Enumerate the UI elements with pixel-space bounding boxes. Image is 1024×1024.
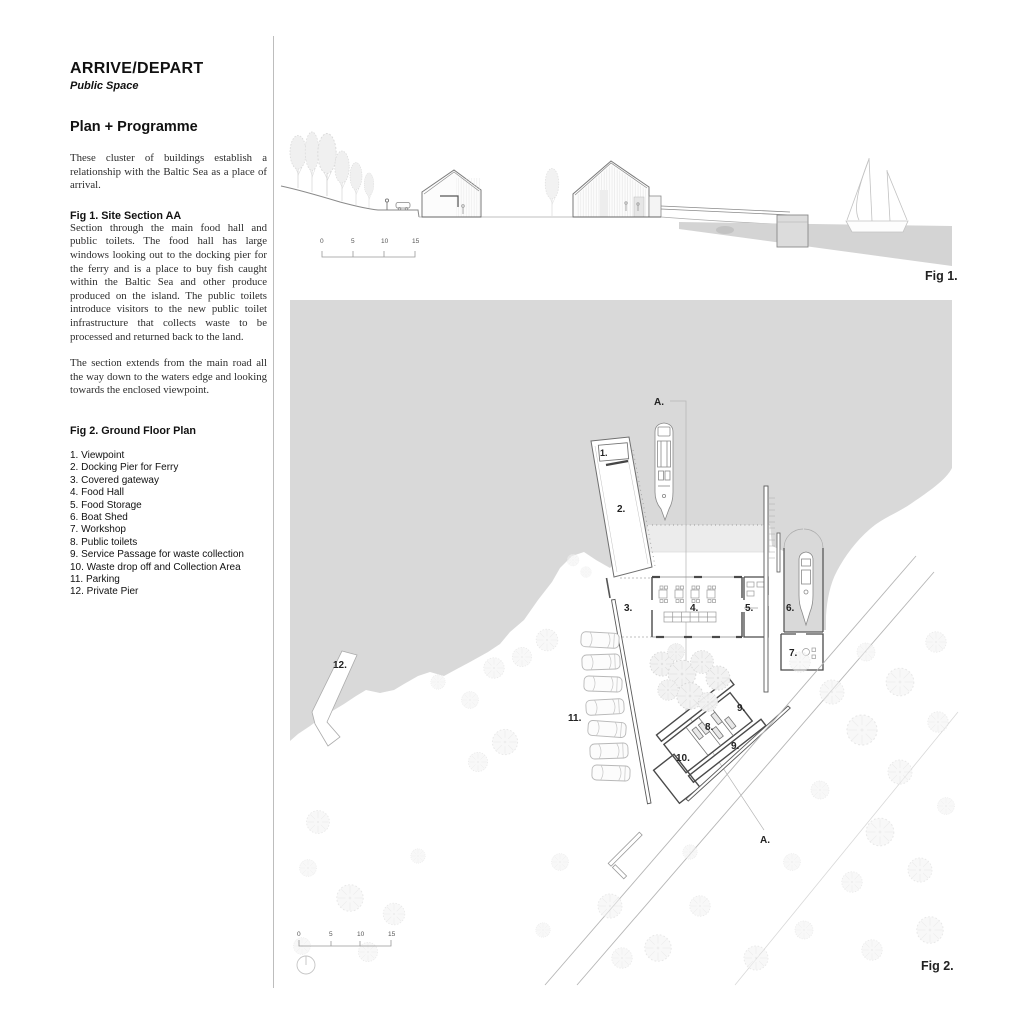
fig2-plan-drawing — [285, 295, 965, 990]
section-food-hall — [422, 170, 481, 217]
legend-item: 11. Parking — [70, 573, 120, 585]
section-tree-cluster — [290, 132, 374, 208]
legend-item: 7. Workshop — [70, 524, 126, 536]
page-title: ARRIVE/DEPART — [70, 60, 204, 77]
text-column — [70, 60, 267, 599]
fig2-caption-heading: Fig 2. Ground Floor Plan — [70, 424, 196, 437]
fig1-paragraph-2: The section extends from the main road all the way down to the waters edge and looking towards the enclosed viewpoint. — [70, 357, 267, 397]
section-viewpoint-box — [777, 215, 808, 247]
section-pier-deck — [661, 206, 790, 215]
label-3: 3. — [624, 603, 633, 614]
ground-profile — [281, 186, 419, 217]
legend-item: 12. Private Pier — [70, 586, 139, 598]
car-side-view — [396, 203, 410, 211]
fig1-scale-bar — [320, 238, 420, 257]
legend-item: 1. Viewpoint — [70, 449, 125, 461]
fig2-label: Fig 2. — [921, 959, 954, 973]
label-4: 4. — [690, 603, 699, 614]
legend-item: 6. Boat Shed — [70, 511, 128, 523]
legend-item: 2. Docking Pier for Ferry — [70, 462, 179, 474]
legend-item: 3. Covered gateway — [70, 474, 159, 486]
intro-paragraph: These cluster of buildings establish a relationship with the Baltic Sea as a place of arrival. — [70, 152, 267, 192]
label-10: 10. — [676, 753, 690, 764]
legend-item: 10. Waste drop off and Collection Area — [70, 561, 241, 573]
column-divider — [273, 36, 274, 988]
section-boat-shed — [573, 161, 661, 217]
north-arrow-icon — [297, 956, 315, 974]
label-5: 5. — [745, 603, 754, 614]
fig1-caption-heading: Fig 1. Site Section AA — [70, 209, 182, 222]
svg-text:5: 5 — [329, 931, 333, 938]
section-marker-bottom: A. — [760, 835, 770, 846]
fig1-paragraph: Section through the main food hall and public toilets. The food hall has large windows looking out to the docking pier for the ferry and is a place to buy fish caught within the Baltic Sea and other produce produced on the island. The public toilets introduce visitors to the new public toilet infrastructure that collects waste to be processed and returned back to the land. — [70, 221, 267, 343]
plan-legend — [70, 450, 267, 599]
label-11: 11. — [568, 713, 582, 724]
svg-text:15: 15 — [388, 931, 396, 938]
label-9b: 9. — [731, 741, 740, 752]
fig2-scale-bar — [297, 931, 396, 946]
svg-text:10: 10 — [381, 238, 389, 245]
section-heading: Plan + Programme — [70, 119, 198, 135]
sailboat — [846, 158, 908, 232]
person-figure — [385, 199, 388, 210]
label-7: 7. — [789, 648, 798, 659]
legend-item: 5. Food Storage — [70, 499, 142, 511]
svg-text:15: 15 — [412, 238, 420, 245]
svg-text:0: 0 — [320, 238, 324, 245]
svg-text:10: 10 — [357, 931, 365, 938]
covered-dock-band — [640, 525, 770, 552]
label-12: 12. — [333, 660, 347, 671]
svg-text:5: 5 — [351, 238, 355, 245]
svg-text:0: 0 — [297, 931, 301, 938]
page-subtitle: Public Space — [70, 80, 139, 92]
section-marker-top: A. — [654, 397, 664, 408]
fig1-section-drawing — [280, 118, 970, 294]
legend-item: 4. Food Hall — [70, 487, 124, 499]
shore-rocks — [716, 226, 734, 234]
label-2: 2. — [617, 504, 626, 515]
label-8: 8. — [705, 722, 714, 733]
road-bench — [608, 832, 655, 879]
label-9a: 9. — [737, 703, 746, 714]
legend-item: 9. Service Passage for waste collection — [70, 549, 244, 561]
fig1-label: Fig 1. — [925, 269, 958, 283]
label-6: 6. — [786, 603, 795, 614]
label-1: 1. — [600, 448, 608, 458]
legend-item: 8. Public toilets — [70, 536, 138, 548]
